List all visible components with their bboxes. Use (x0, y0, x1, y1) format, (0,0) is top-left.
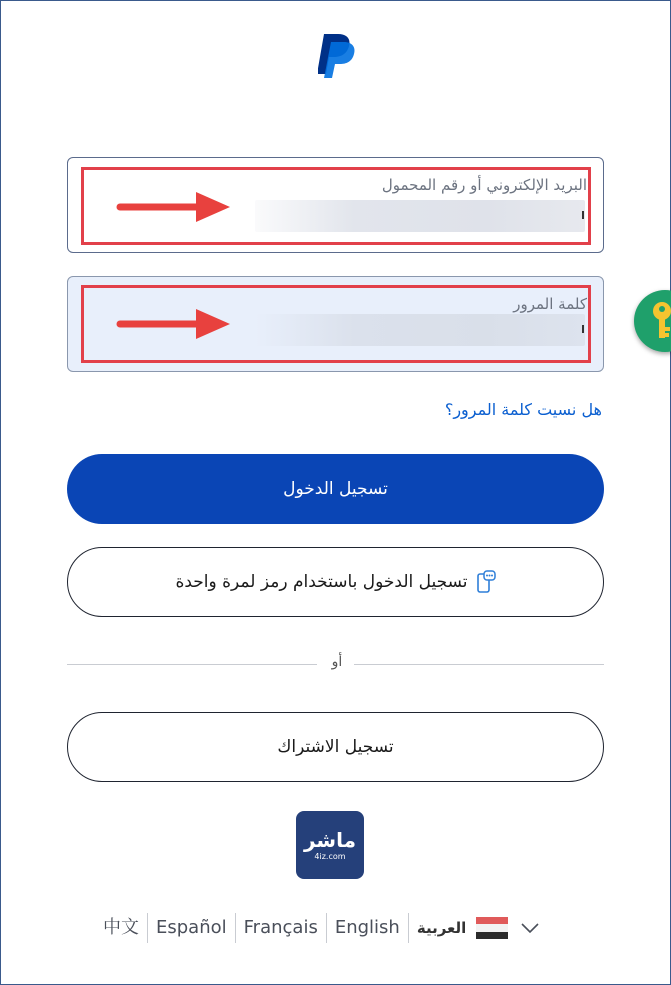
chat-phone-icon (476, 570, 496, 594)
brand-logo-tile (296, 811, 364, 879)
signup-button-label: تسجيل الاشتراك (277, 737, 394, 757)
language-selector (95, 910, 575, 946)
divider-or-text: أو (331, 654, 343, 670)
language-french[interactable]: Français (236, 913, 327, 943)
red-arrow-icon (116, 190, 234, 224)
red-arrow-icon (116, 307, 234, 341)
language-arabic[interactable]: العربية (416, 919, 467, 937)
brand-sub: 4iz.com (314, 851, 346, 861)
egypt-flag-icon (476, 917, 508, 939)
otp-login-button-label: تسجيل الدخول باستخدام رمز لمرة واحدة (175, 572, 468, 592)
divider-line (354, 664, 604, 665)
language-english[interactable]: English (327, 913, 409, 943)
login-button[interactable] (67, 454, 604, 524)
email-field-label: البريد الإلكتروني أو رقم المحمول (381, 176, 587, 194)
forgot-password-link[interactable]: هل نسيت كلمة المرور؟ (444, 400, 602, 419)
otp-login-button[interactable] (67, 547, 604, 617)
login-button-label: تسجيل الدخول (283, 479, 388, 499)
chevron-down-icon[interactable] (520, 922, 540, 934)
password-field-label: كلمة المرور (513, 295, 587, 313)
divider-line (67, 664, 317, 665)
key-icon (648, 300, 671, 342)
language-spanish[interactable]: Español (148, 913, 236, 943)
brand-name: ماشر (303, 827, 356, 852)
language-chinese[interactable]: 中文 (95, 913, 148, 943)
paypal-logo-icon (318, 30, 358, 80)
signup-button[interactable] (67, 712, 604, 782)
